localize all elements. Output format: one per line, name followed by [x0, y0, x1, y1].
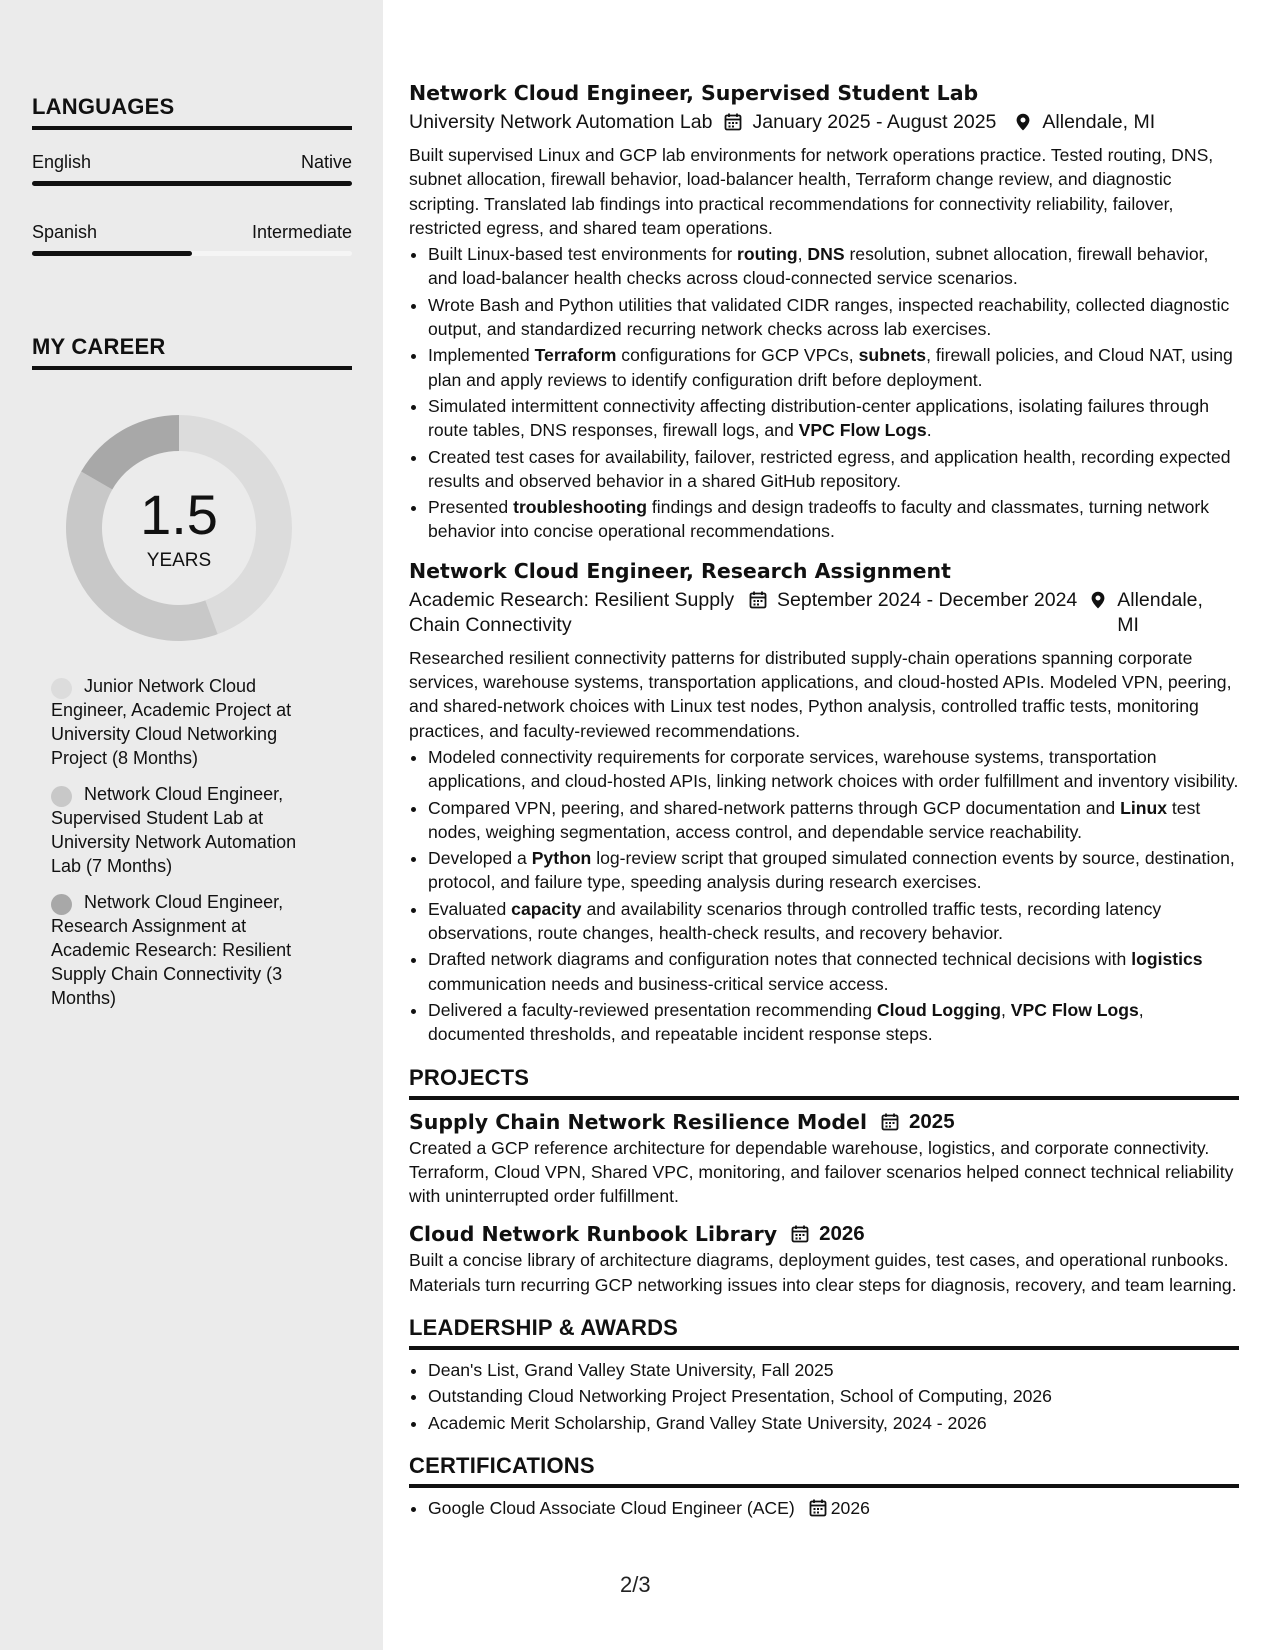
languages-heading: LANGUAGES: [32, 94, 352, 130]
certifications-heading: CERTIFICATIONS: [409, 1451, 1239, 1488]
job-location: Allendale, MI: [1117, 588, 1203, 636]
project-name: Supply Chain Network Resilience Model: [409, 1109, 867, 1134]
career-donut-chart: [66, 415, 292, 641]
job-organization: University Network Automation Lab: [409, 111, 713, 133]
project-title-row: [409, 1108, 1239, 1136]
project-year: 2025: [908, 1109, 955, 1133]
job-title: Network Cloud Engineer, Supervised Student Lab: [409, 81, 979, 105]
career-section: [32, 334, 352, 370]
project-description: Built a concise library of architecture diagrams, deployment guides, test cases, and operational runbooks. Materials turn recurring GCP networking issues into clear steps for diagnosis, recovery, and team learning.: [409, 1250, 1237, 1295]
career-heading: MY CAREER: [32, 334, 352, 370]
job-bullet: • Delivered a faculty-reviewed presentation recommending Cloud Logging, VPC Flow Logs, documented thresholds, and repeatable incident response steps.: [428, 998, 1239, 1047]
job-bullet: • Wrote Bash and Python utilities that validated CIDR ranges, inspected reachability, collected diagnostic output, and standardized recurring network checks across lab exercises.: [428, 293, 1239, 342]
certifications-section: [409, 1451, 1239, 1520]
certification-year: 2026: [830, 1497, 870, 1518]
job-bullet: • Drafted network diagrams and configuration notes that connected technical decisions with logistics communication needs and business-critical service access.: [428, 947, 1239, 996]
project-year: 2026: [819, 1222, 865, 1246]
career-legend-label: Junior Network Cloud Engineer, Academic Project at University Cloud Networking Project (8 Months): [51, 676, 292, 768]
project-entry: [409, 1220, 1239, 1297]
job-bullet: • Developed a Python log-review script that grouped simulated connection events by source, destination, protocol, and failure type, speeding analysis during research exercises.: [428, 846, 1239, 895]
project-name: Cloud Network Runbook Library: [409, 1222, 778, 1247]
project-entry: [409, 1108, 1239, 1209]
calendar-icon: [809, 1499, 827, 1517]
career-donut-center: [66, 415, 292, 641]
legend-dot-icon: [51, 786, 72, 807]
job-bullet: • Created test cases for availability, failover, restricted egress, and application health, recording expected results and observed behavior in a shared GitHub repository.: [428, 445, 1239, 494]
certifications-list: [409, 1496, 1239, 1520]
main-content: [409, 78, 1239, 1522]
experience-entry: [409, 78, 1239, 544]
language-level: Native: [300, 152, 352, 172]
language-item: [32, 152, 352, 186]
job-organization: Academic Research: Resilient Supply Chain Connectivity: [409, 588, 735, 636]
job-meta: [409, 588, 1239, 638]
job-location-group: [1089, 588, 1214, 638]
projects-section: [409, 1063, 1239, 1297]
career-legend-item: [51, 890, 321, 1010]
legend-dot-icon: [51, 894, 72, 915]
job-dates: September 2024 - December 2024: [777, 588, 1078, 611]
job-description: Researched resilient connectivity patterns for distributed supply-chain operations spanning corporate services, warehouse systems, transportation applications, and cloud-hosted APIs. Modeled VPN, peering, and shared-network choices with Linux test nodes, Python analysis, controlled traffic tests, monitoring practices, and faculty-reviewed recommendations.: [409, 647, 1232, 741]
leadership-list: [409, 1358, 1239, 1435]
leadership-item: • Outstanding Cloud Networking Project Presentation, School of Computing, 2026: [428, 1384, 1239, 1408]
experience-entry: [409, 556, 1239, 1047]
job-bullet: • Implemented Terraform configurations for GCP VPCs, subnets, firewall policies, and Cloud NAT, using plan and apply reviews to identify configuration drift before deployment.: [428, 343, 1239, 392]
leadership-item: • Dean's List, Grand Valley State University, Fall 2025: [428, 1358, 1239, 1382]
project-title-row: [409, 1220, 1239, 1248]
certification-name: • Google Cloud Associate Cloud Engineer (ACE): [428, 1497, 795, 1518]
job-location-group: [1014, 110, 1155, 135]
calendar-icon: [881, 1113, 899, 1131]
language-proficiency-bar: [32, 251, 352, 256]
leadership-section: [409, 1313, 1239, 1435]
job-dates-group: [724, 110, 996, 135]
career-total-years: 1.5: [140, 483, 218, 546]
calendar-icon: [724, 113, 742, 131]
job-meta: [409, 110, 1239, 135]
job-bullet: • Presented troubleshooting findings and design tradeoffs to faculty and classmates, turning network behavior into concise operational recommendations.: [428, 495, 1239, 544]
language-proficiency-bar: [32, 181, 352, 186]
job-bullet: • Simulated intermittent connectivity affecting distribution-center applications, isolating failures through route tables, DNS responses, firewall logs, and VPC Flow Logs.: [428, 394, 1239, 443]
career-legend-item: [51, 674, 321, 770]
languages-section: [32, 94, 352, 256]
job-dates-group: [749, 588, 1077, 613]
calendar-icon: [749, 591, 767, 609]
language-name: English: [32, 152, 92, 172]
career-legend-label: Network Cloud Engineer, Research Assignment at Academic Research: Resilient Supply Chain Connectivity (3 Months): [51, 892, 292, 1008]
language-proficiency-fill: [32, 181, 352, 186]
job-bullets: [409, 745, 1239, 1047]
page-number: 2/3: [620, 1572, 651, 1597]
language-proficiency-fill: [32, 251, 192, 256]
job-bullet: • Compared VPN, peering, and shared-network patterns through GCP documentation and Linux test nodes, weighing segmentation, access control, and dependable service reachability.: [428, 796, 1239, 845]
job-bullet: • Modeled connectivity requirements for corporate services, warehouse systems, transportation applications, and cloud-hosted APIs, linking network choices with order fulfillment and inventory visibility.: [428, 745, 1239, 794]
job-bullet: • Built Linux-based test environments for routing, DNS resolution, subnet allocation, firewall behavior, and load-balancer health checks across cloud-connected service scenarios.: [428, 242, 1239, 291]
job-title: Network Cloud Engineer, Research Assignment: [409, 558, 951, 583]
language-name: Spanish: [32, 222, 98, 242]
job-description: Built supervised Linux and GCP lab environments for network operations practice. Tested routing, DNS, subnet allocation, firewall behavior, load-balancer health, Terraform change review, and diagnostic scripting. Translated lab findings into practical recommendations for connectivity reliability, failover, restricted egress, and shared team operations.: [409, 145, 1214, 238]
leadership-heading: LEADERSHIP & AWARDS: [409, 1313, 1239, 1350]
job-dates: January 2025 - August 2025: [752, 111, 997, 133]
career-total-unit: YEARS: [146, 550, 212, 571]
language-level: Intermediate: [251, 222, 352, 242]
sidebar: [0, 0, 383, 1650]
legend-dot-icon: [51, 678, 72, 699]
map-pin-icon: [1014, 113, 1032, 131]
language-item: [32, 222, 352, 256]
leadership-item: • Academic Merit Scholarship, Grand Valley State University, 2024 - 2026: [428, 1411, 1239, 1435]
job-bullet: • Evaluated capacity and availability scenarios through controlled traffic tests, recording latency observations, route changes, health-check results, and recovery behavior.: [428, 897, 1239, 946]
career-legend-label: Network Cloud Engineer, Supervised Student Lab at University Network Automation Lab (7 Months): [51, 784, 297, 876]
career-legend: [51, 674, 321, 1022]
calendar-icon: [791, 1225, 809, 1243]
career-legend-item: [51, 782, 321, 878]
map-pin-icon: [1089, 591, 1107, 609]
project-description: Created a GCP reference architecture for dependable warehouse, logistics, and corporate connectivity. Terraform, Cloud VPN, Shared VPC, monitoring, and failover scenarios helped connect technical reliability with uninterrupted order fulfillment.: [409, 1137, 1234, 1207]
certification-item: [428, 1496, 1239, 1520]
job-bullets: [409, 242, 1239, 544]
projects-heading: PROJECTS: [409, 1063, 1239, 1100]
job-location: Allendale, MI: [1042, 111, 1156, 133]
